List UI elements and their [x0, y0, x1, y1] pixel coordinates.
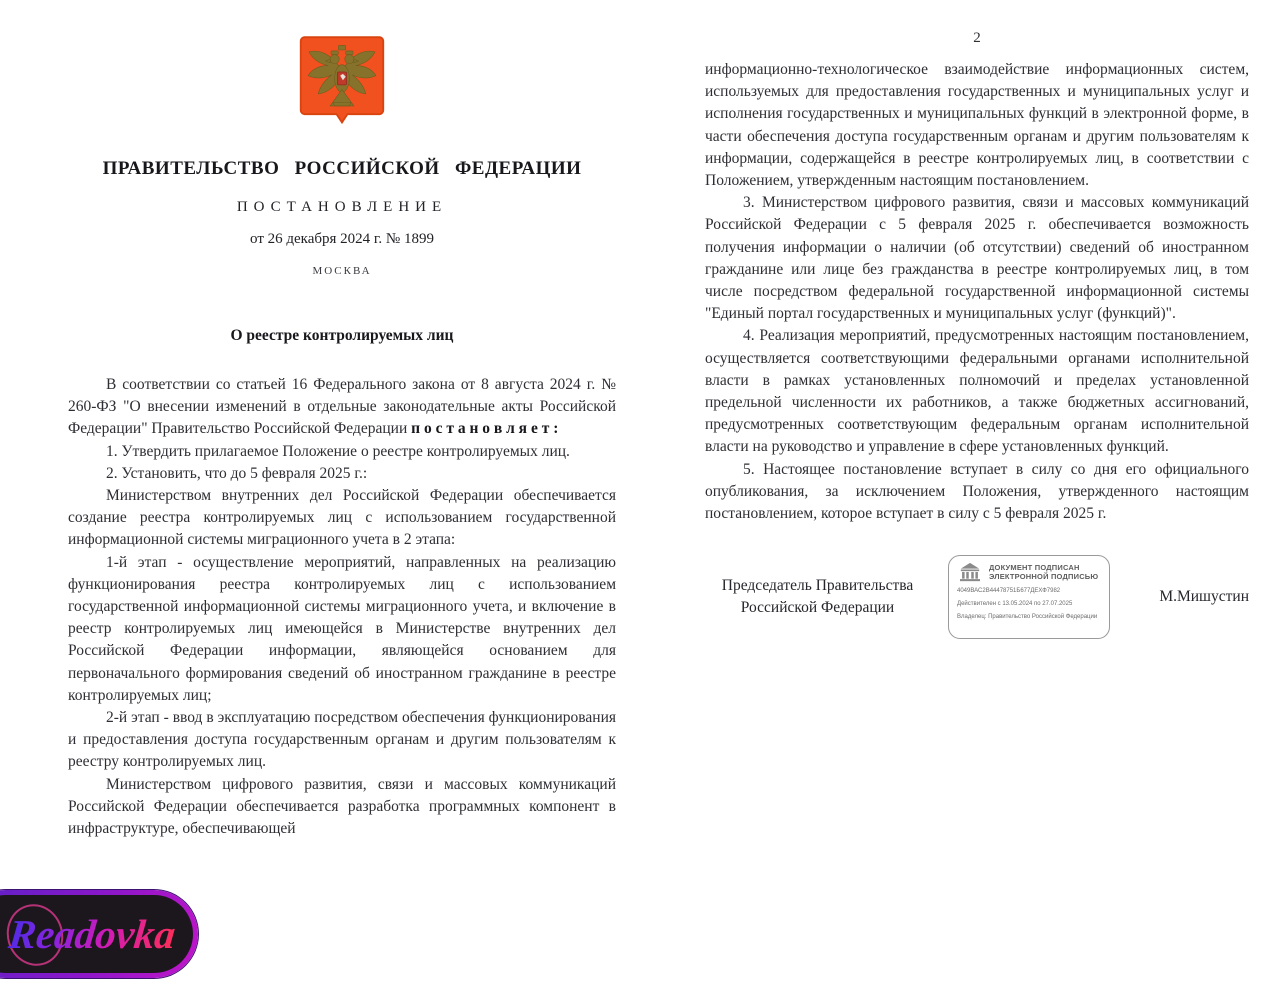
intro-resolves: п о с т а н о в л я е т :	[411, 420, 559, 438]
stamp-title-line1: ДОКУМЕНТ ПОДПИСАН	[989, 563, 1080, 573]
date-number-line: от 26 декабря 2024 г. № 1899	[250, 231, 434, 247]
stamp-title	[989, 563, 1098, 581]
signer-position-line2: Российской Федерации	[740, 599, 895, 617]
readovka-watermark	[0, 890, 198, 978]
signer-position-line1: Председатель Правительства	[721, 577, 914, 595]
page-2-body	[705, 59, 1249, 525]
stamp-certificate: 4049ВАС2В44478751Б677ДЕХФ7982	[957, 588, 1061, 595]
paragraph: информационно-технологическое взаимодействие информационных систем, используемых для предоставления государственных и муниципальных услуг и исполнения государственных и муниципальных функций в электронной форме, в части обеспечения доступа государственным органам и другим пользователям к информации, содержащейся в реестре контролируемых лиц, в соответствии с Положением, утвержденным настоящим постановлением.	[705, 61, 1249, 190]
paragraph-intro	[68, 374, 616, 441]
signer-position	[705, 575, 930, 619]
readovka-pill	[0, 895, 193, 973]
document-type: ПОСТАНОВЛЕНИЕ	[236, 199, 448, 215]
paragraph: Министерством цифрового развития, связи и массовых коммуникаций Российской Федерации обеспечивается разработка программных компонент в инфраструктуре, обеспечивающей	[68, 775, 616, 838]
document-title: О реестре контролируемых лиц	[230, 327, 454, 344]
paragraph: 5. Настоящее постановление вступает в силу со дня его официального опубликования, за исключением Положения, утвержденного настоящим постановлением, которое вступает в силу с 5 февраля 2025 г.	[705, 460, 1249, 523]
stamp-validity: Действителен с 13.05.2024 по 27.07.2025	[957, 601, 1073, 608]
stamp-owner: Владелец: Правительство Российской Федерации	[957, 614, 1098, 621]
intro-text: В соответствии со статьей 16 Федерального закона от 8 августа 2024 г. № 260-ФЗ "О внесении изменений в отдельные законодательные акты Российской Федерации" Правительство Российской Федерации	[68, 376, 616, 438]
issuing-authority: ПРАВИТЕЛЬСТВО РОССИЙСКОЙ ФЕДЕРАЦИИ	[102, 158, 582, 179]
paragraph: 3. Министерством цифрового развития, связи и массовых коммуникаций Российской Федерации с 5 февраля 2025 г. обеспечивается возможность получения информации о наличии (об отсутствии) сведений об иностранном гражданине или лице без гражданства в реестре контролируемых лиц, в том числе посредством федеральной государственной информационной системы "Единый портал государственных и муниципальных услуг (функций)".	[705, 194, 1249, 323]
page-number: 2	[973, 30, 981, 46]
page-1	[68, 0, 616, 840]
digital-signature-stamp	[948, 555, 1110, 639]
paragraph: 2-й этап - ввод в эксплуатацию посредством обеспечения функционирования и предоставления доступа государственным органам и другим пользователям к реестру контролируемых лиц.	[68, 709, 616, 771]
paragraph: 1-й этап - осуществление мероприятий, направленных на реализацию функционирования реестра контролируемых лиц с использованием государственной информационной системы миграционного учета, и включение в реестр контролируемых лиц имеющейся в Министерстве внутренних дел Российской Федерации информации, являющейся основанием для первоначального формирования сведений об иностранном гражданине в реестре контролируемых лиц;	[68, 553, 616, 704]
stamp-title-line2: ЭЛЕКТРОННОЙ ПОДПИСЬЮ	[989, 572, 1099, 582]
stamp-header	[957, 562, 1101, 582]
government-building-icon	[957, 562, 983, 582]
signature-block	[705, 555, 1249, 639]
readovka-logo-text: Readovka	[6, 911, 178, 957]
russian-coat-of-arms-icon	[298, 34, 386, 132]
city-label: МОСКВА	[312, 265, 372, 277]
paragraph: 1. Утвердить прилагаемое Положение о реестре контролируемых лиц.	[106, 442, 570, 460]
page-1-body	[68, 374, 616, 840]
paragraph: 2. Установить, что до 5 февраля 2025 г.:	[106, 464, 368, 482]
page-2	[705, 0, 1249, 639]
paragraph: 4. Реализация мероприятий, предусмотренных настоящим постановлением, осуществляется соответствующими федеральными органами исполнительной власти в рамках установленных полномочий и пределах установленной предельной численности их работников, а также бюджетных ассигнований, предусмотренных соответствующим федеральным органам исполнительной власти на руководство и управление в сфере установленных функций.	[705, 327, 1249, 456]
signer-name: М.Мишустин	[1159, 588, 1249, 606]
paragraph: Министерством внутренних дел Российской Федерации обеспечивается создание реестра контролируемых лиц с использованием государственной информационной системы миграционного учета в 2 этапа:	[68, 487, 616, 549]
